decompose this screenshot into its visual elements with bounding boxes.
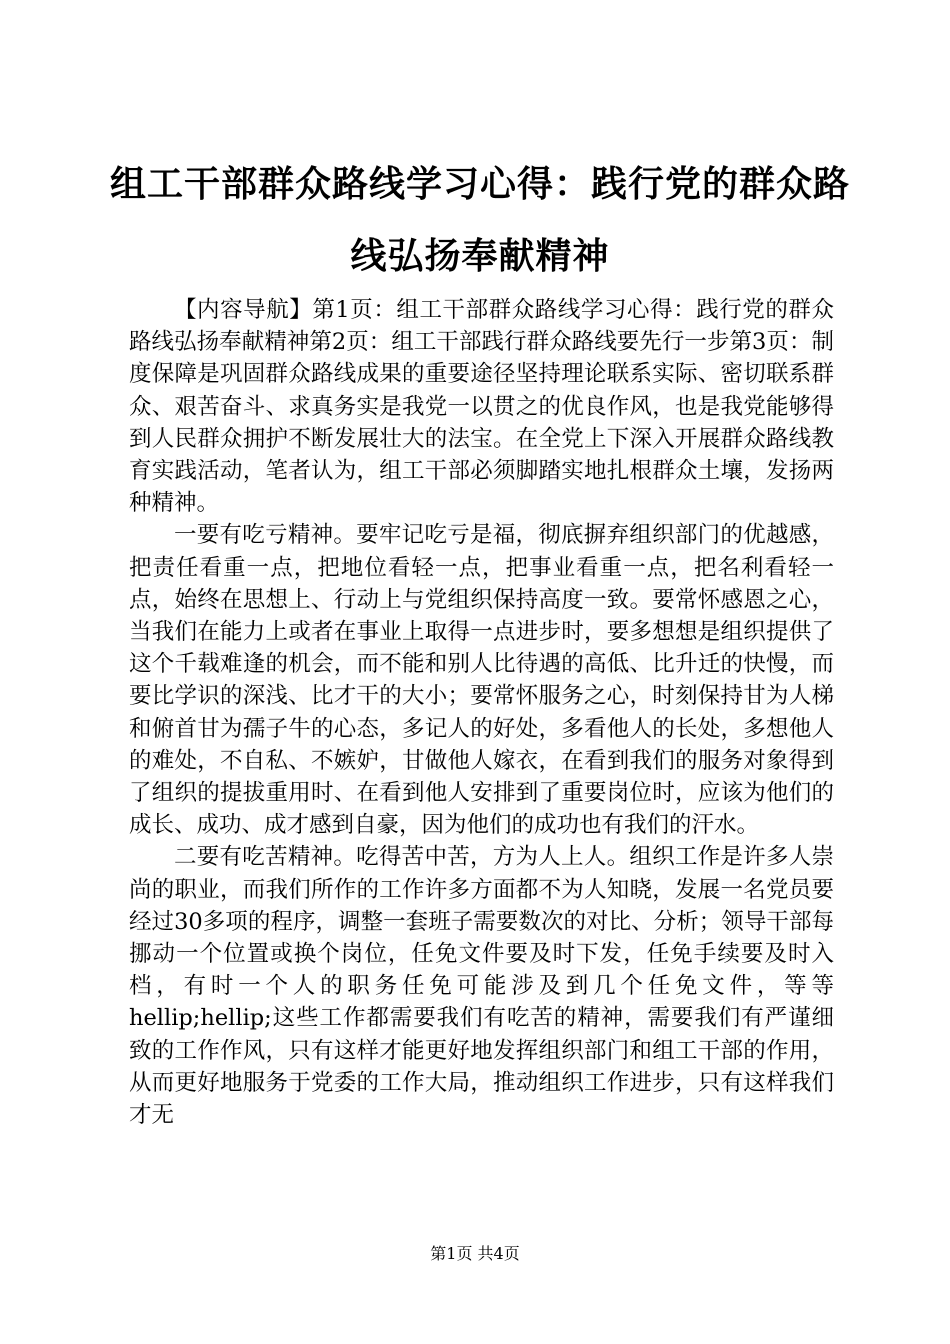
title-line-1: 组工干部群众路线学习心得：践行党的群众路 xyxy=(110,163,851,205)
paragraph-intro: 【内容导航】第1页：组工干部群众路线学习心得：践行党的群众路线弘扬奉献精神第2页：组工干部践行群众路线要先行一步第3页：制度保障是巩固群众路线成果的重要途径坚持理论联系实际、密切联系群众、艰苦奋斗、求真务实是我党一以贯之的优良作风，也是我党能够得到人民群众拥护不断发展壮大的法宝。在全党上下深入开展群众路线教育实践活动，笔者认为，组工干部必须脚踏实地扎根群众土壤，发扬两种精神。 xyxy=(129,297,834,517)
title-line-2: 线弘扬奉献精神 xyxy=(350,235,610,277)
document-body xyxy=(129,294,834,1131)
paragraph-1: 一要有吃亏精神。要牢记吃亏是福，彻底摒弃组织部门的优越感，把责任看重一点，把地位看轻一点，把事业看重一点，把名利看轻一点，始终在思想上、行动上与党组织保持高度一致。要常怀感恩之心，当我们在能力上或者在事业上取得一点进步时，要多想想是组织提供了这个千载难逢的机会，而不能和别人比待遇的高低、比升迁的快慢，而要比学识的深浅、比才干的大小；要常怀服务之心，时刻保持甘为人梯和俯首甘为孺子牛的心态，多记人的好处，多看他人的长处，多想他人的难处，不自私、不嫉妒，甘做他人嫁衣，在看到我们的服务对象得到了组织的提拔重用时、在看到他人安排到了重要岗位时，应该为他们的成长、成功、成才感到自豪，因为他们的成功也有我们的汗水。 xyxy=(129,522,834,839)
page-footer: 第1页 共4页 xyxy=(430,1244,520,1263)
document-title xyxy=(110,148,850,292)
paragraph-2: 二要有吃苦精神。吃得苦中苦，方为人上人。组织工作是许多人崇尚的职业，而我们所作的工作许多方面都不为人知晓，发展一名党员要经过30多项的程序，调整一套班子需要数次的对比、分析；领导干部每挪动一个位置或换个岗位，任免文件要及时下发，任免手续要及时入档，有时一个人的职务任免可能涉及到几个任免文件，等等hellip;hellip;这些工作都需要我们有吃苦的精神，需要我们有严谨细致的工作作风，只有这样才能更好地发挥组织部门和组工干部的作用，从而更好地服务于党委的工作大局，推动组织工作进步，只有这样我们才无 xyxy=(129,844,834,1129)
